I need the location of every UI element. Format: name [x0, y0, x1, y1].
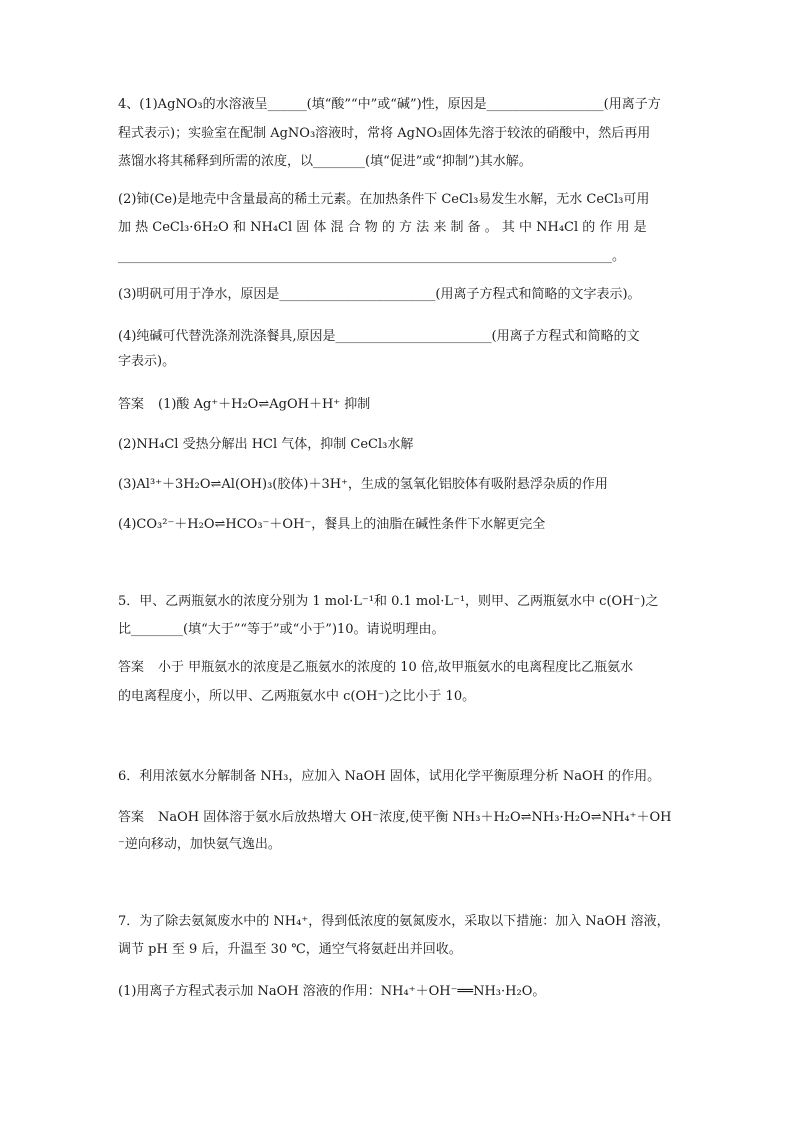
- q4-answer-2: (2)NH₄Cl 受热分解出 HCl 气体，抑制 CeCl₃水解: [118, 437, 414, 452]
- q5-answer-1: [118, 659, 633, 677]
- q4-line-2: 程式表示)；实验室在配制 AgNO₃溶液时，常将 AgNO₃固体先溶于较浓的硝酸中，然后再用: [118, 126, 651, 141]
- q4-line-6: ____________________________________________________________________________。: [118, 249, 625, 264]
- q4-answer-3: (3)Al³⁺＋3H₂O⇌Al(OH)₃(胶体)＋3H⁺，生成的氢氧化铝胶体有吸附悬浮杂质的作用: [118, 477, 608, 492]
- answer-label: 答案: [118, 397, 145, 412]
- q4-line-4: (2)铈(Ce)是地壳中含量最高的稀土元素。在加热条件下 CeCl₃易发生水解，无水 CeCl₃可用: [118, 192, 650, 207]
- q7-line-1: 7．为了除去氨氮废水中的 NH₄⁺，得到低浓度的氨氮废水，采取以下措施：加入 NaOH 溶液，: [118, 914, 670, 929]
- q4-answer-1: [118, 396, 370, 414]
- answer-label: 答案: [118, 660, 145, 675]
- q4-line-7: (3)明矾可用于净水，原因是________________________(用离子方程式和简略的文字表示)。: [118, 287, 641, 302]
- q6-line-1: 6．利用浓氨水分解制备 NH₃，应加入 NaOH 固体，试用化学平衡原理分析 NaOH 的作用。: [118, 769, 661, 784]
- answer-text: NaOH 固体溶于氨水后放热增大 OH⁻浓度,使平衡 NH₃＋H₂O⇌NH₃·H₂O⇌NH₄⁺＋OH: [158, 810, 672, 825]
- q5-answer-2: 的电离程度小，所以甲、乙两瓶氨水中 c(OH⁻)之比小于 10。: [118, 689, 476, 704]
- q5-line-1: 5．甲、乙两瓶氨水的浓度分别为 1 mol·L⁻¹和 0.1 mol·L⁻¹，则甲、乙两瓶氨水中 c(OH⁻)之: [118, 594, 659, 609]
- q4-line-1: 4、(1)AgNO₃的水溶液呈______(填“酸”“中”或“碱”)性，原因是__________________(用离子方: [118, 97, 661, 112]
- answer-text: (1)酸 Ag⁺＋H₂O⇌AgOH＋H⁺ 抑制: [158, 397, 371, 412]
- q4-line-8: (4)纯碱可代替洗涤剂洗涤餐具,原因是________________________(用离子方程式和简略的文: [118, 329, 640, 344]
- answer-label: 答案: [118, 810, 145, 825]
- q6-answer-1: [118, 809, 671, 827]
- q4-answer-4: (4)CO₃²⁻＋H₂O⇌HCO₃⁻＋OH⁻，餐具上的油脂在碱性条件下水解更完全: [118, 517, 546, 532]
- q4-line-9: 字表示)。: [118, 354, 176, 369]
- q7-line-3: (1)用离子方程式表示加 NaOH 溶液的作用：NH₄⁺＋OH⁻══NH₃·H₂O。: [118, 984, 546, 999]
- q7-line-2: 调节 pH 至 9 后，升温至 30 ℃，通空气将氨赶出并回收。: [118, 942, 462, 957]
- answer-text: 小于 甲瓶氨水的浓度是乙瓶氨水的浓度的 10 倍,故甲瓶氨水的电离程度比乙瓶氨水: [158, 660, 634, 675]
- q4-line-5: 加 热 CeCl₃·6H₂O 和 NH₄Cl 固 体 混 合 物 的 方 法 来 制 备 。 其 中 NH₄Cl 的 作 用 是: [118, 220, 647, 235]
- q5-line-2: 比________(填“大于”“等于”或“小于”)10。请说明理由。: [118, 622, 445, 637]
- q4-line-3: 蒸馏水将其稀释到所需的浓度，以________(填“促进”或“抑制”)其水解。: [118, 154, 532, 169]
- q6-answer-2: ⁻逆向移动，加快氨气逸出。: [118, 837, 281, 852]
